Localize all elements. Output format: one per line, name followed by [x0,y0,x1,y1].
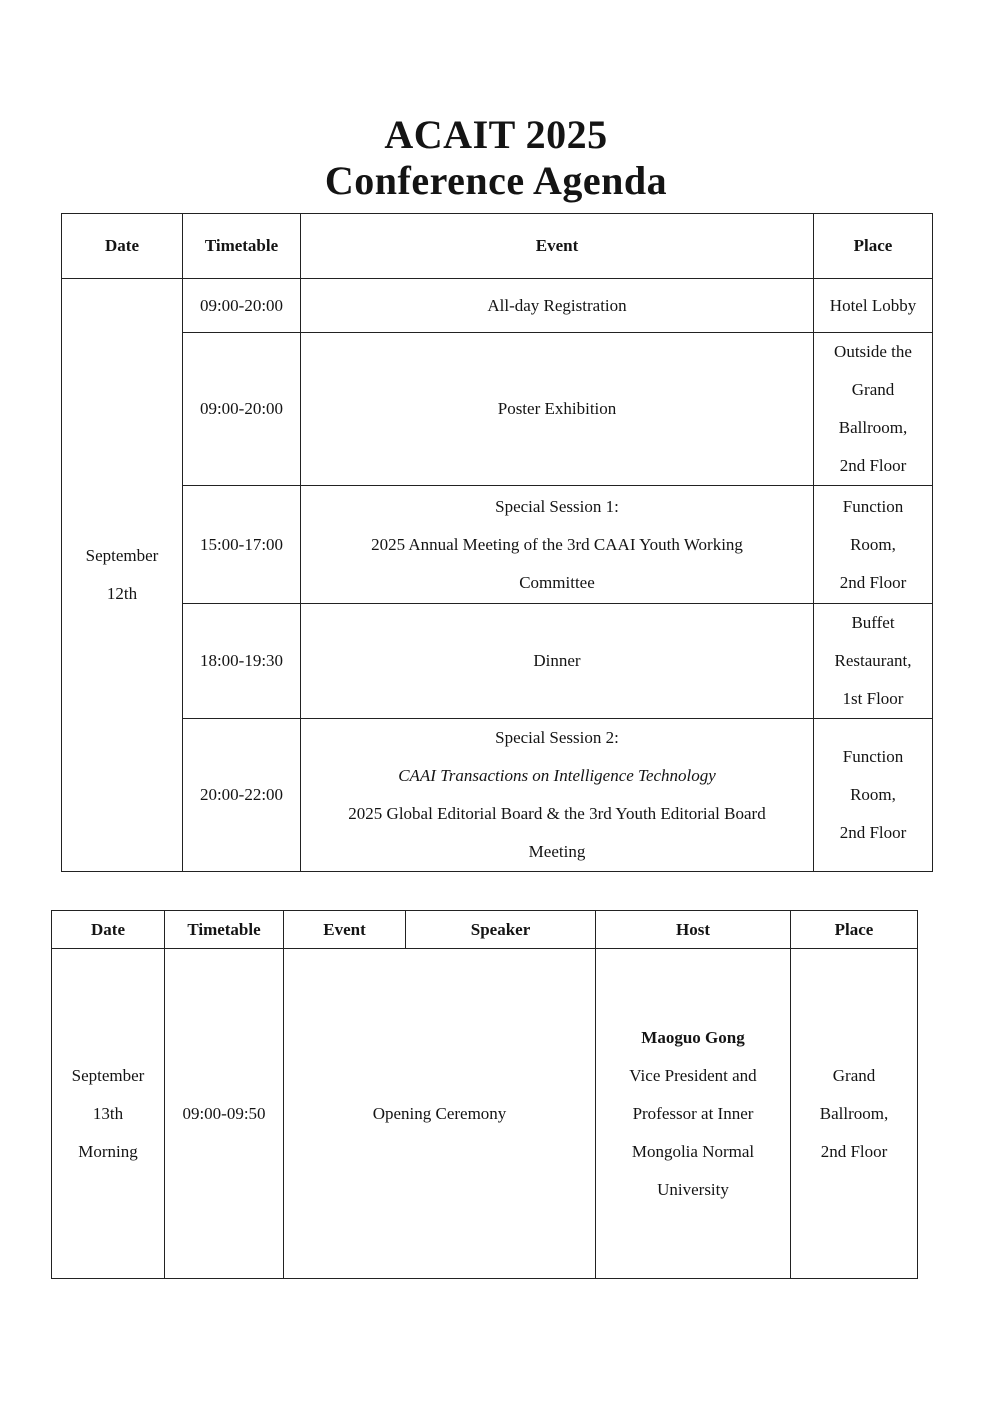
text-line: 2025 Global Editorial Board & the 3rd Youth Editorial Board [348,804,766,823]
header-cell-timetable: Timetable [183,214,301,279]
table-row-poster-exhibition [62,333,933,486]
place-cell [814,604,933,719]
text-line: 1st Floor [842,689,904,708]
text-line: Buffet [851,613,895,632]
text-line: 12th [106,584,138,603]
event-speaker-cell: Opening Ceremony [284,949,596,1279]
text-line: Vice President and [629,1065,757,1085]
day2-sessions-table [51,910,918,1279]
text-line: Function [842,496,904,516]
header-cell-place: Place [791,911,918,949]
journal-title-line: CAAI Transactions on Intelligence Technology [398,766,716,785]
text-line: Restaurant, [834,651,912,670]
table-row-dinner [62,604,933,719]
timetable-cell: 09:00-20:00 [183,333,301,486]
text-line: September [85,546,159,565]
date-cell [62,279,183,872]
host-name-line: Maoguo Gong [641,1027,745,1047]
text-line: 2nd Floor [839,823,907,842]
text-line: 2nd Floor [839,456,907,475]
text-line: 2nd Floor [820,1141,888,1161]
text-line: Committee [519,572,595,592]
header-cell-speaker: Speaker [406,911,596,949]
table-header-row [52,911,918,949]
text-line: Grand [832,1065,876,1085]
day1-agenda-table [61,213,933,872]
table-header-row [62,214,933,279]
text-line: Professor at Inner [632,1103,754,1123]
header-cell-host: Host [596,911,791,949]
text-line: 13th [92,1103,124,1123]
text-line: Morning [78,1141,138,1161]
timetable-cell: 15:00-17:00 [183,486,301,604]
event-cell: Poster Exhibition [301,333,814,486]
event-cell [301,719,814,872]
text-line: September [71,1065,145,1085]
timetable-cell: 09:00-20:00 [183,279,301,333]
text-line: Function [842,747,904,766]
table-row-registration [62,279,933,333]
text-line: Room, [850,534,896,554]
text-line: Special Session 2: [495,728,619,747]
event-cell [301,486,814,604]
table-row-opening-ceremony [52,949,918,1279]
text-line: 2nd Floor [839,572,907,592]
place-cell [814,719,933,872]
header-cell-date: Date [52,911,165,949]
text-line: Grand [851,380,895,399]
event-cell: Dinner [301,604,814,719]
text-line: University [657,1179,729,1199]
place-cell [791,949,918,1279]
timetable-cell: 18:00-19:30 [183,604,301,719]
header-cell-event: Event [301,214,814,279]
text-line: Ballroom, [819,1103,889,1123]
place-cell [814,333,933,486]
event-cell: All-day Registration [301,279,814,333]
host-cell [596,949,791,1279]
text-line: Ballroom, [838,418,908,437]
timetable-cell: 20:00-22:00 [183,719,301,872]
text-line: Meeting [528,842,586,861]
conference-name: ACAIT 2025 [384,112,608,157]
header-cell-event: Event [284,911,406,949]
text-line: Special Session 1: [495,496,619,516]
text-line: 2025 Annual Meeting of the 3rd CAAI Youth Working [371,534,743,554]
timetable-cell: 09:00-09:50 [165,949,284,1279]
place-cell [814,486,933,604]
document-subtitle: Conference Agenda [324,158,668,203]
table-row-special-session-1 [62,486,933,604]
document-title [0,112,992,204]
header-cell-place: Place [814,214,933,279]
text-line: Outside the [834,342,912,361]
place-cell: Hotel Lobby [814,279,933,333]
header-cell-date: Date [62,214,183,279]
date-cell [52,949,165,1279]
text-line: Mongolia Normal [631,1141,755,1161]
header-cell-timetable: Timetable [165,911,284,949]
text-line: Room, [850,785,896,804]
table-row-special-session-2 [62,719,933,872]
